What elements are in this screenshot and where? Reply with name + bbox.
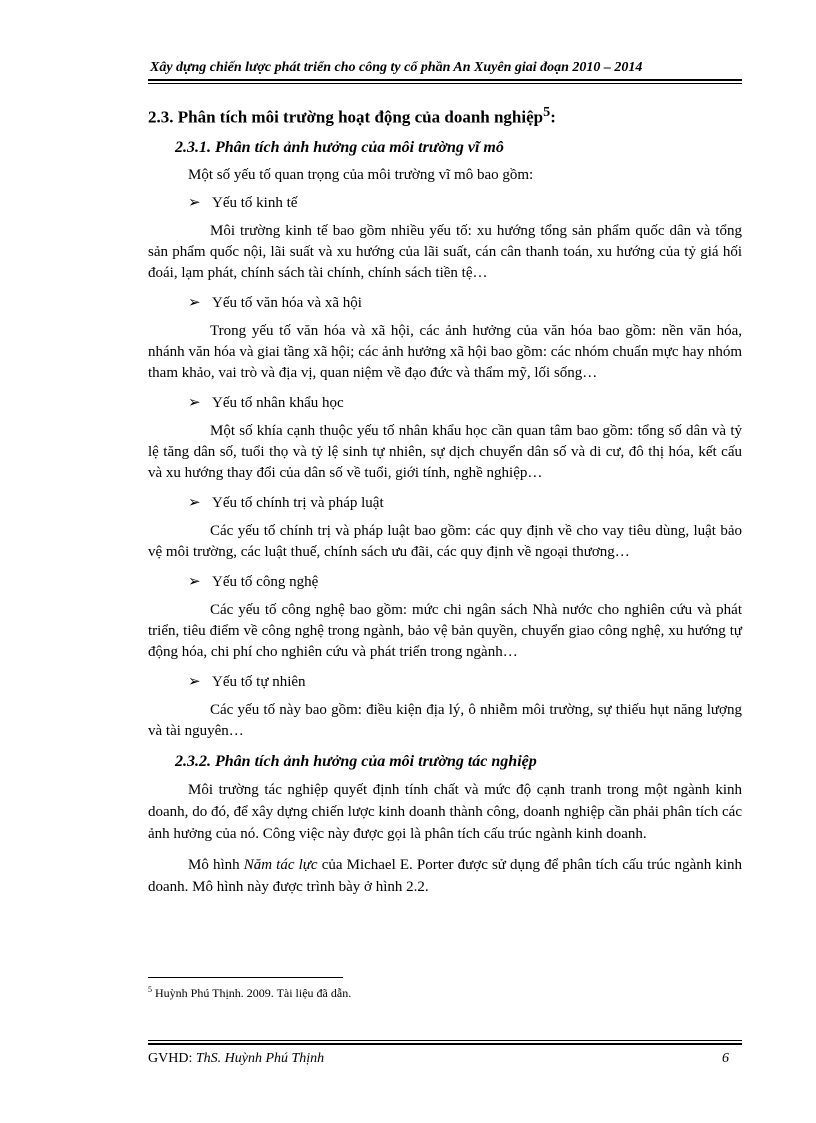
footnote-rule xyxy=(148,977,343,978)
arrow-bullet-icon: ➢ xyxy=(188,294,201,311)
factor-paragraph: Một số khía cạnh thuộc yếu tố nhân khẩu học cần quan tâm bao gồm: tổng số dân và tỷ lệ tăng dân số, tuổi thọ và tỷ lệ sinh tự nhiên, sự dịch chuyển dân số và di cư, đô thị hóa, kết cấu và xu hướng thay đổi của dân số về tuổi, giới tính, nghề nghiệp… xyxy=(148,422,742,481)
footnote-ref[interactable]: 5 xyxy=(543,104,551,120)
arrow-bullet-icon: ➢ xyxy=(188,494,201,511)
factor-item: ➢ Yếu tố chính trị và pháp luật xyxy=(188,493,742,514)
section-heading: 2.3. Phân tích môi trường hoạt động của doanh nghiệp$^5$: xyxy=(148,104,556,127)
factor-paragraph: Môi trường kinh tế bao gồm nhiều yếu tố: xu hướng tổng sản phẩm quốc dân và tổng sản phẩm quốc nội, lãi suất và xu hướng của lãi suất, cán cân thanh toán, xu hướng của tỷ giá hối đoái, lạm phát, chính sách tài chính, chính sách tiền tệ… xyxy=(148,222,742,281)
model-name: Năm tác lực xyxy=(243,856,318,873)
factor-item: ➢ Yếu tố công nghệ xyxy=(188,572,742,593)
arrow-bullet-icon: ➢ xyxy=(188,673,201,690)
footnote: $^5$ Huỳnh Phú Thịnh. 2009. Tài liệu đã dẫn. xyxy=(148,985,352,1000)
factor-item: ➢ Yếu tố tự nhiên xyxy=(188,672,742,693)
factor-paragraph: Các yếu tố chính trị và pháp luật bao gồm: các quy định về cho vay tiêu dùng, luật bảo vệ môi trường, các luật thuế, chính sách ưu đãi, các quy định về ngoại thương… xyxy=(148,522,742,560)
footer-advisor: GVHD: ThS. Huỳnh Phú Thịnh xyxy=(148,1051,325,1066)
header-rule xyxy=(148,79,742,81)
factor-paragraph: Các yếu tố này bao gồm: điều kiện địa lý, ô nhiễm môi trường, sự thiếu hụt năng lượng và tài nguyên… xyxy=(148,701,742,739)
intro-paragraph: Một số yếu tố quan trọng của môi trường vĩ mô bao gồm: xyxy=(188,166,534,183)
footer-rule-thin xyxy=(148,1040,742,1041)
running-header: Xây dựng chiến lược phát triển cho công ty cổ phần An Xuyên giai đoạn 2010 – 2014 xyxy=(150,60,643,75)
body-paragraph: Mô hình Năm tác lực của Michael E. Porter được sử dụng để phân tích cấu trúc ngành kinh doanh. Mô hình này được trình bày ở hình 2.2. xyxy=(148,856,742,895)
factor-paragraph: Các yếu tố công nghệ bao gồm: mức chi ngân sách Nhà nước cho nghiên cứu và phát triển, tiêu điểm về công nghệ trong ngành, bảo vệ bản quyền, chuyển giao công nghệ, xu hướng tự động hóa, chi phí cho nghiên cứu và phát triển trong ngành… xyxy=(148,601,742,660)
page-number: 6 xyxy=(722,1051,729,1066)
page-content xyxy=(148,100,742,907)
subsection-heading-1: 2.3.1. Phân tích ảnh hưởng của môi trường vĩ mô xyxy=(175,138,504,156)
factor-item: ➢ Yếu tố nhân khẩu học xyxy=(188,393,742,414)
arrow-bullet-icon: ➢ xyxy=(188,394,201,411)
header-rule-thin xyxy=(148,83,742,84)
footer-rule xyxy=(148,1043,742,1045)
arrow-bullet-icon: ➢ xyxy=(188,194,201,211)
arrow-bullet-icon: ➢ xyxy=(188,573,201,590)
subsection-heading-2: 2.3.2. Phân tích ảnh hưởng của môi trường tác nghiệp xyxy=(175,752,537,770)
body-paragraph: Môi trường tác nghiệp quyết định tính chất và mức độ cạnh tranh trong một ngành kinh doanh, do đó, để xây dựng chiến lược kinh doanh thành công, doanh nghiệp cần phải phân tích các ảnh hưởng của nó. Công việc này được gọi là phân tích cấu trúc ngành kinh doanh. xyxy=(148,781,742,842)
factor-item: ➢ Yếu tố kinh tế xyxy=(188,193,742,214)
factor-item: ➢ Yếu tố văn hóa và xã hội xyxy=(188,293,742,314)
factor-paragraph: Trong yếu tố văn hóa và xã hội, các ảnh hưởng của văn hóa bao gồm: nền văn hóa, nhánh văn hóa và giai tầng xã hội; các ảnh hưởng xã hội bao gồm: các nhóm chuẩn mực hay nhóm tham khảo, vai trò và địa vị, quan niệm về đạo đức và thẩm mỹ, lối sống… xyxy=(148,322,742,381)
